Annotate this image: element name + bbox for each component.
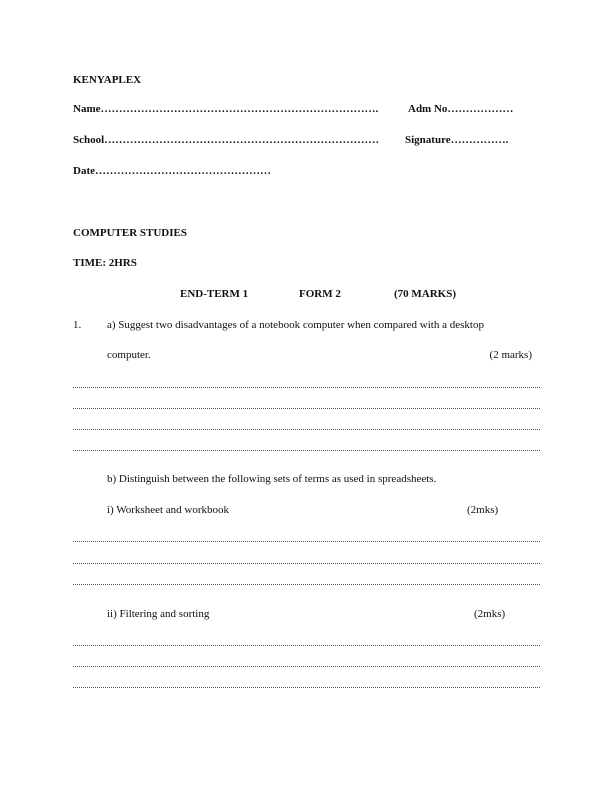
- question-1b-ii-text: ii) Filtering and sorting: [107, 608, 210, 620]
- answer-line: [73, 387, 540, 388]
- question-1b-i-marks: (2mks): [467, 504, 499, 516]
- date-field: Date…………………………………………: [73, 165, 271, 177]
- answer-line: [73, 408, 540, 409]
- brand-name: KENYAPLEX: [73, 74, 142, 86]
- answer-line: [73, 541, 540, 542]
- answer-line: [73, 450, 540, 451]
- answer-line: [73, 687, 540, 688]
- signature-field: Signature…………….: [405, 134, 509, 146]
- subject-title: COMPUTER STUDIES: [73, 227, 187, 239]
- answer-line: [73, 584, 540, 585]
- question-1b-text: b) Distinguish between the following sets of terms as used in spreadsheets.: [107, 473, 437, 485]
- question-number: 1.: [73, 319, 82, 331]
- question-1b-ii-marks: (2mks): [474, 608, 506, 620]
- answer-line: [73, 645, 540, 646]
- question-1a-text-cont: computer.: [107, 349, 151, 361]
- exam-term: END-TERM 1: [180, 288, 249, 300]
- exam-form: FORM 2: [299, 288, 341, 300]
- answer-line: [73, 666, 540, 667]
- question-1a-text: a) Suggest two disadvantages of a notebook computer when compared with a desktop: [107, 319, 484, 331]
- exam-total-marks: (70 MARKS): [394, 288, 457, 300]
- question-1a-marks: (2 marks): [489, 349, 532, 361]
- exam-time: TIME: 2HRS: [73, 257, 137, 269]
- answer-line: [73, 563, 540, 564]
- answer-line: [73, 429, 540, 430]
- school-field: School…………………………………………………………………: [73, 134, 380, 146]
- name-field: Name………………………………………………………………….: [73, 103, 379, 115]
- adm-no-field: Adm No………………: [408, 103, 514, 115]
- question-1b-i-text: i) Worksheet and workbook: [107, 504, 230, 516]
